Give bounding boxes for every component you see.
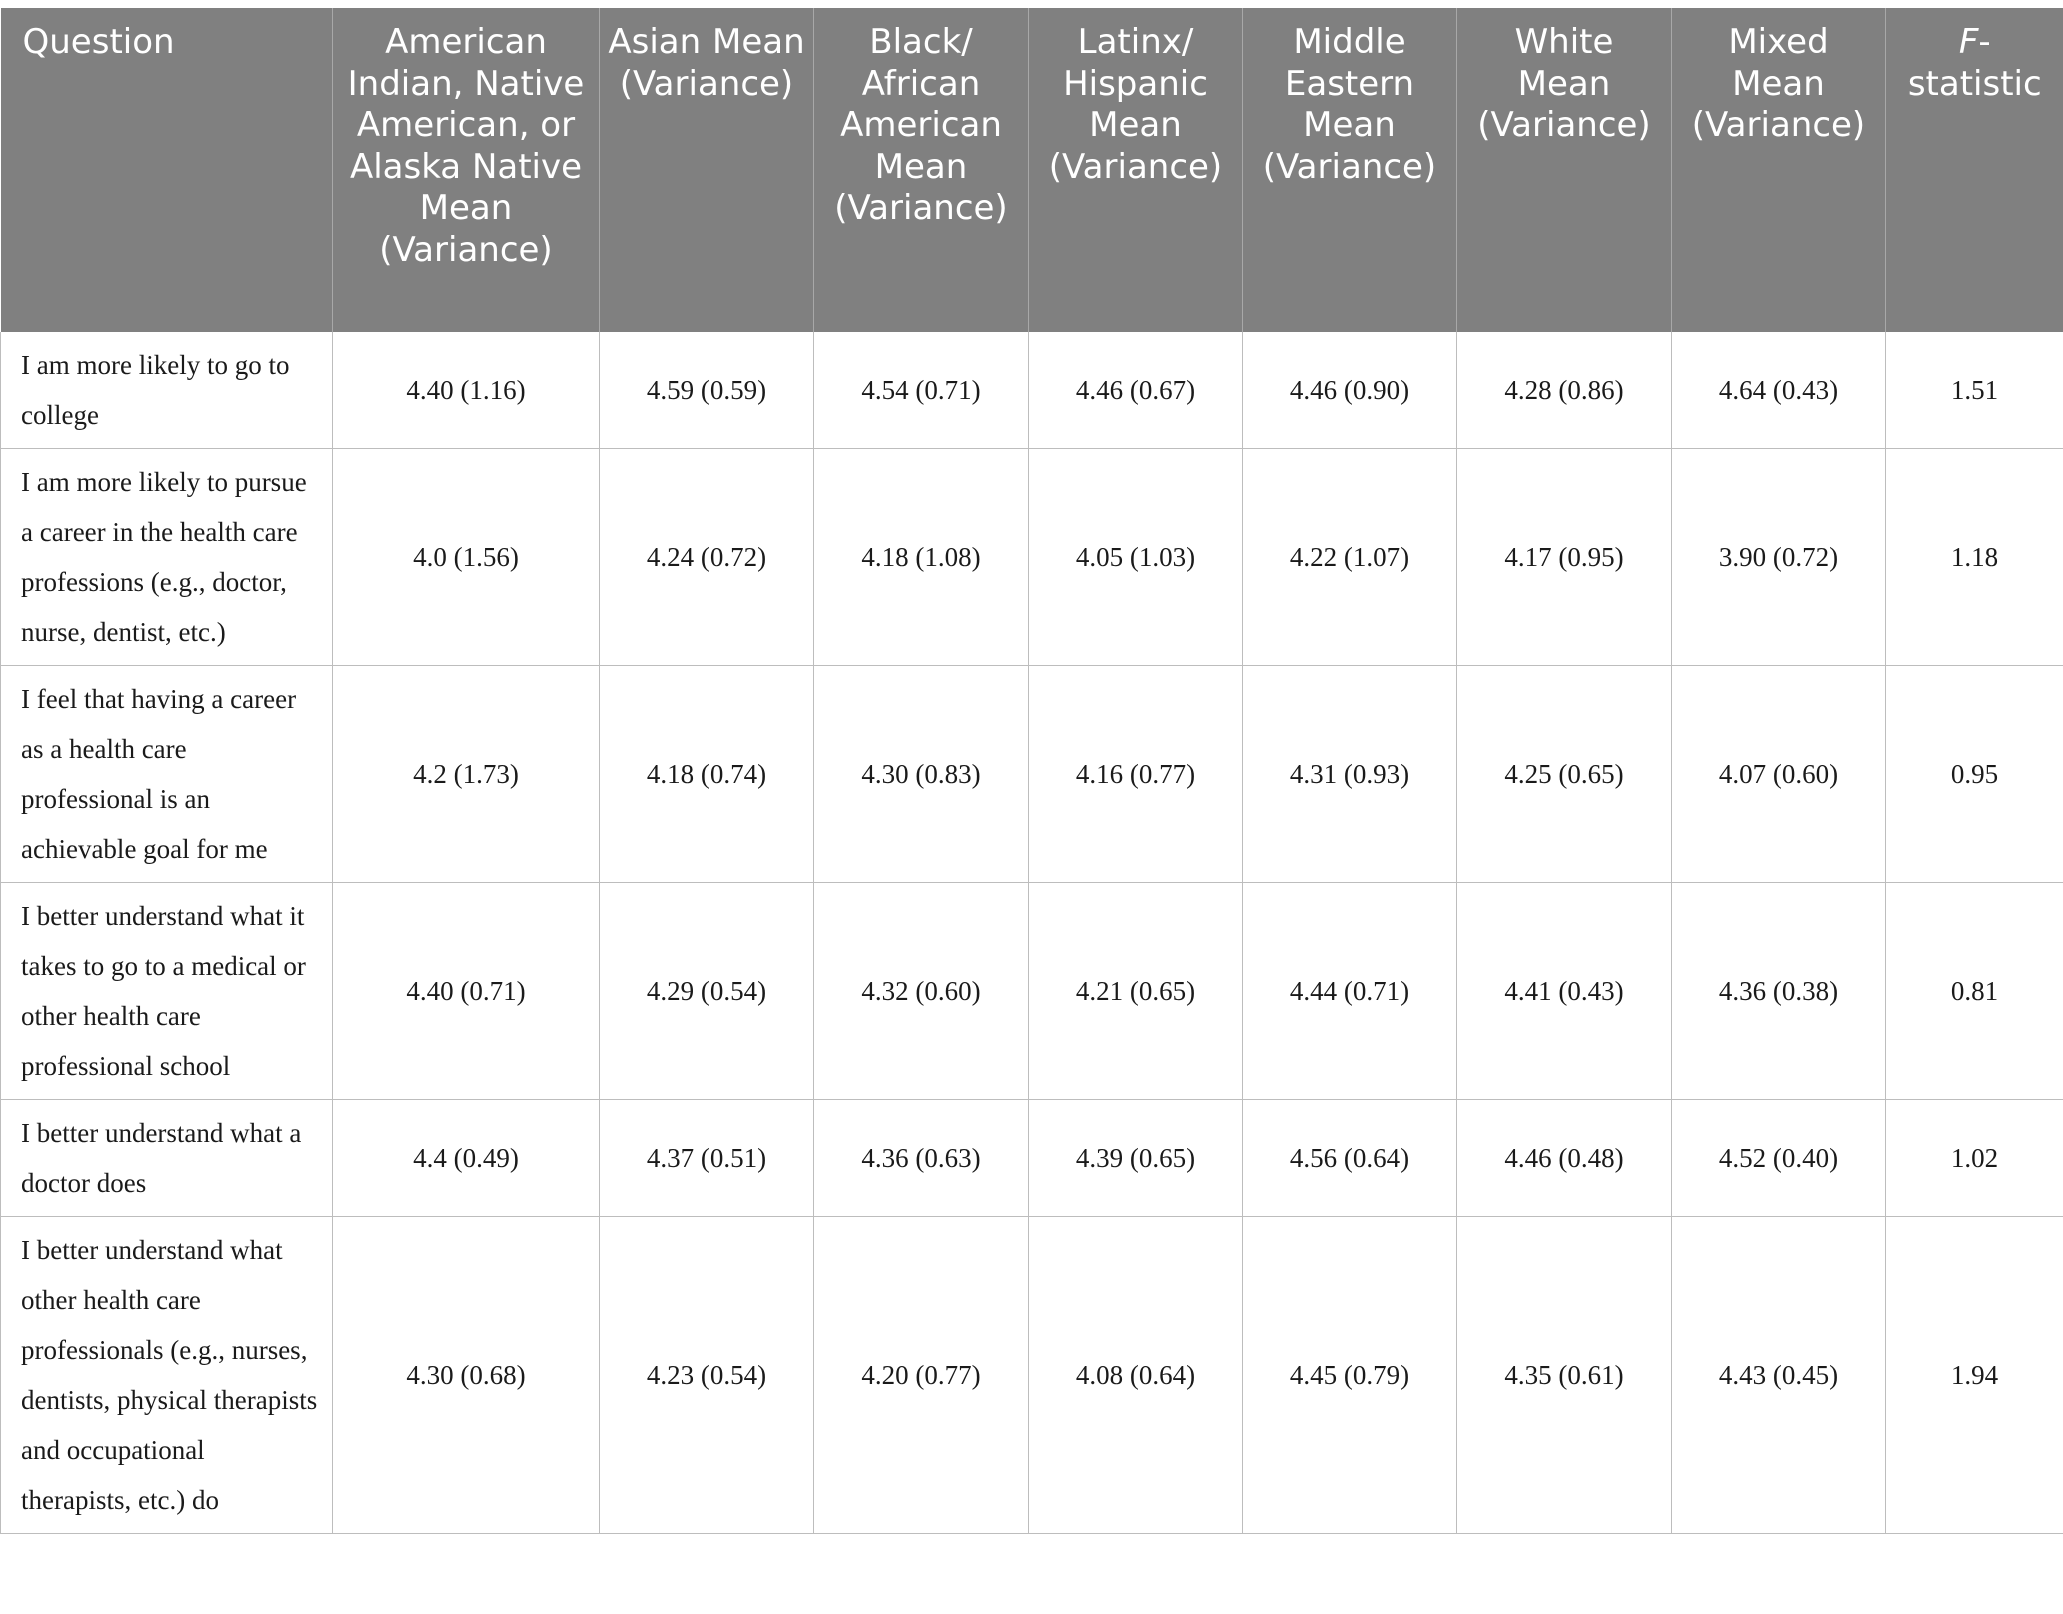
value-cell: 4.18 (1.08) bbox=[814, 449, 1029, 666]
value-cell: 4.18 (0.74) bbox=[600, 666, 814, 883]
value-cell: 4.08 (0.64) bbox=[1029, 1217, 1243, 1534]
header-american-indian: American Indian, Native American, or Alaska Native Mean (Variance) bbox=[333, 8, 600, 332]
value-cell: 4.17 (0.95) bbox=[1457, 449, 1672, 666]
value-cell: 4.36 (0.38) bbox=[1672, 883, 1886, 1100]
table-row bbox=[1, 1217, 2063, 1534]
value-cell: 4.32 (0.60) bbox=[814, 883, 1029, 1100]
question-cell: I better understand what other health care professionals (e.g., nurses, dentists, physical therapists and occupational therapists, etc.) do bbox=[1, 1217, 333, 1534]
header-black: Black/ African American Mean (Variance) bbox=[814, 8, 1029, 332]
value-cell: 4.05 (1.03) bbox=[1029, 449, 1243, 666]
value-cell: 4.36 (0.63) bbox=[814, 1100, 1029, 1217]
question-cell: I better understand what a doctor does bbox=[1, 1100, 333, 1217]
table-row bbox=[1, 332, 2063, 449]
value-cell: 4.43 (0.45) bbox=[1672, 1217, 1886, 1534]
question-cell: I am more likely to pursue a career in the health care professions (e.g., doctor, nurse, dentist, etc.) bbox=[1, 449, 333, 666]
value-cell: 3.90 (0.72) bbox=[1672, 449, 1886, 666]
value-cell: 4.39 (0.65) bbox=[1029, 1100, 1243, 1217]
value-cell: 4.31 (0.93) bbox=[1243, 666, 1457, 883]
header-asian: Asian Mean (Variance) bbox=[600, 8, 814, 332]
value-cell: 4.46 (0.67) bbox=[1029, 332, 1243, 449]
value-cell: 4.21 (0.65) bbox=[1029, 883, 1243, 1100]
header-question: Question bbox=[1, 8, 333, 332]
table-row bbox=[1, 449, 2063, 666]
table-row bbox=[1, 1100, 2063, 1217]
value-cell: 4.2 (1.73) bbox=[333, 666, 600, 883]
value-cell: 4.30 (0.83) bbox=[814, 666, 1029, 883]
f-statistic-cell: 0.81 bbox=[1886, 883, 2063, 1100]
header-middle-eastern: Middle Eastern Mean (Variance) bbox=[1243, 8, 1457, 332]
value-cell: 4.07 (0.60) bbox=[1672, 666, 1886, 883]
f-statistic-cell: 1.51 bbox=[1886, 332, 2063, 449]
table-row bbox=[1, 666, 2063, 883]
value-cell: 4.30 (0.68) bbox=[333, 1217, 600, 1534]
value-cell: 4.23 (0.54) bbox=[600, 1217, 814, 1534]
value-cell: 4.22 (1.07) bbox=[1243, 449, 1457, 666]
value-cell: 4.28 (0.86) bbox=[1457, 332, 1672, 449]
header-f-letter: F bbox=[1958, 22, 1979, 62]
value-cell: 4.40 (0.71) bbox=[333, 883, 600, 1100]
value-cell: 4.52 (0.40) bbox=[1672, 1100, 1886, 1217]
table-header bbox=[1, 8, 2063, 332]
value-cell: 4.44 (0.71) bbox=[1243, 883, 1457, 1100]
value-cell: 4.25 (0.65) bbox=[1457, 666, 1672, 883]
table-body bbox=[1, 332, 2063, 1534]
value-cell: 4.41 (0.43) bbox=[1457, 883, 1672, 1100]
question-cell: I am more likely to go to college bbox=[1, 332, 333, 449]
value-cell: 4.0 (1.56) bbox=[333, 449, 600, 666]
value-cell: 4.35 (0.61) bbox=[1457, 1217, 1672, 1534]
table-row bbox=[1, 883, 2063, 1100]
f-statistic-cell: 1.94 bbox=[1886, 1217, 2063, 1534]
value-cell: 4.46 (0.48) bbox=[1457, 1100, 1672, 1217]
header-white: White Mean (Variance) bbox=[1457, 8, 1672, 332]
header-row bbox=[1, 8, 2063, 332]
value-cell: 4.59 (0.59) bbox=[600, 332, 814, 449]
f-statistic-cell: 1.18 bbox=[1886, 449, 2063, 666]
value-cell: 4.64 (0.43) bbox=[1672, 332, 1886, 449]
value-cell: 4.46 (0.90) bbox=[1243, 332, 1457, 449]
value-cell: 4.40 (1.16) bbox=[333, 332, 600, 449]
f-statistic-cell: 1.02 bbox=[1886, 1100, 2063, 1217]
question-cell: I better understand what it takes to go to a medical or other health care professional school bbox=[1, 883, 333, 1100]
header-latinx: Latinx/ Hispanic Mean (Variance) bbox=[1029, 8, 1243, 332]
question-cell: I feel that having a career as a health care professional is an achievable goal for me bbox=[1, 666, 333, 883]
value-cell: 4.4 (0.49) bbox=[333, 1100, 600, 1217]
results-table bbox=[0, 8, 2063, 1534]
value-cell: 4.29 (0.54) bbox=[600, 883, 814, 1100]
value-cell: 4.16 (0.77) bbox=[1029, 666, 1243, 883]
header-mixed: Mixed Mean (Variance) bbox=[1672, 8, 1886, 332]
value-cell: 4.45 (0.79) bbox=[1243, 1217, 1457, 1534]
value-cell: 4.56 (0.64) bbox=[1243, 1100, 1457, 1217]
value-cell: 4.20 (0.77) bbox=[814, 1217, 1029, 1534]
value-cell: 4.54 (0.71) bbox=[814, 332, 1029, 449]
header-f-statistic bbox=[1886, 8, 2063, 332]
value-cell: 4.37 (0.51) bbox=[600, 1100, 814, 1217]
value-cell: 4.24 (0.72) bbox=[600, 449, 814, 666]
f-statistic-cell: 0.95 bbox=[1886, 666, 2063, 883]
header-f-suffix: -statistic bbox=[1907, 22, 2042, 104]
